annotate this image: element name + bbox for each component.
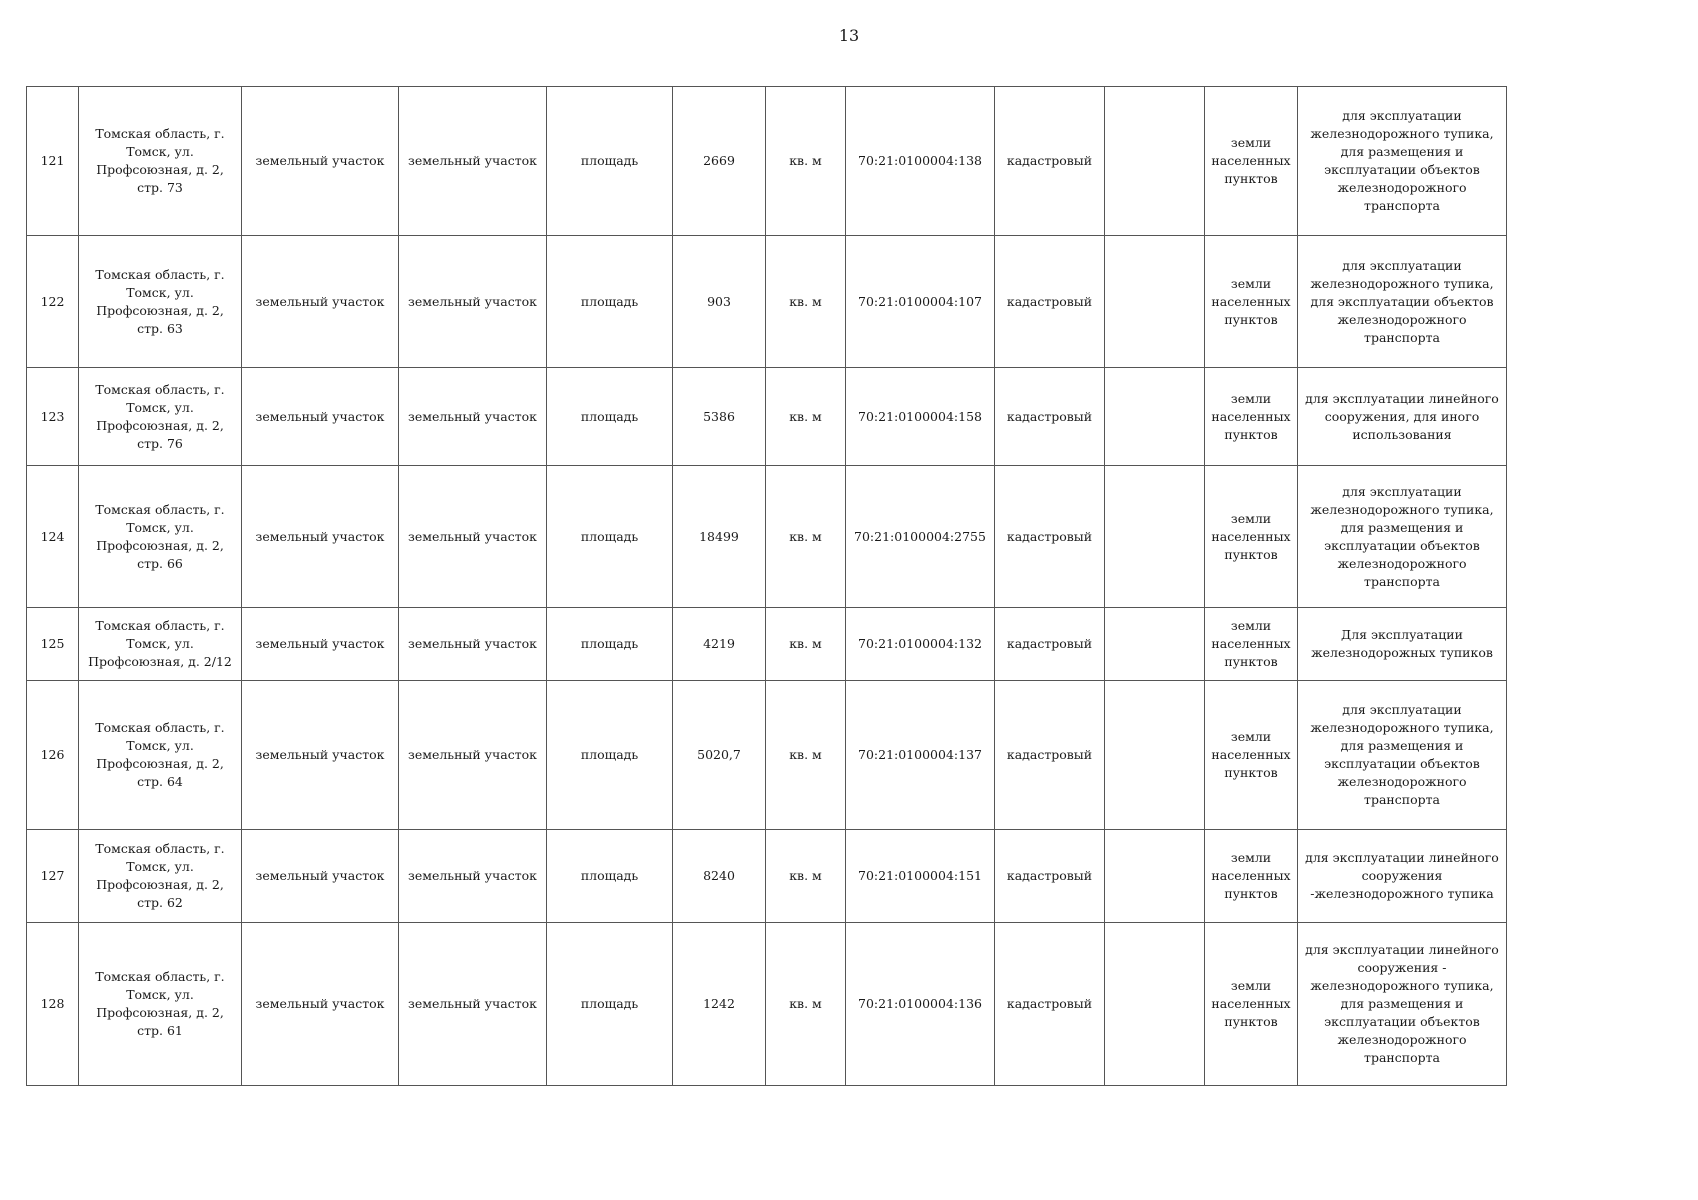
object-name-cell: земельный участок (399, 608, 547, 681)
object-type-cell: земельный участок (242, 87, 399, 236)
address-cell: Томская область, г. Томск, ул. Профсоюзная, д. 2, стр. 62 (79, 830, 242, 923)
number-type-cell: кадастровый (995, 923, 1105, 1086)
table-row (27, 236, 1507, 368)
parameter-cell: площадь (547, 368, 673, 466)
number-type-cell: кадастровый (995, 830, 1105, 923)
parameter-cell: площадь (547, 87, 673, 236)
object-name-cell: земельный участок (399, 830, 547, 923)
permitted-use-cell: для эксплуатации линейного сооружения, для иного использования (1298, 368, 1507, 466)
value-cell: 903 (673, 236, 766, 368)
land-category-cell: земли населенных пунктов (1205, 87, 1298, 236)
object-type-cell: земельный участок (242, 466, 399, 608)
row-number: 123 (27, 368, 79, 466)
cadastral-number-cell: 70:21:0100004:158 (846, 368, 995, 466)
address-cell: Томская область, г. Томск, ул. Профсоюзная, д. 2, стр. 63 (79, 236, 242, 368)
empty-cell (1105, 681, 1205, 830)
cadastral-number-cell: 70:21:0100004:137 (846, 681, 995, 830)
registry-table (26, 86, 1507, 1086)
cadastral-number-cell: 70:21:0100004:107 (846, 236, 995, 368)
row-number: 128 (27, 923, 79, 1086)
value-cell: 2669 (673, 87, 766, 236)
permitted-use-cell: для эксплуатации железнодорожного тупика, для эксплуатации объектов железнодорожного транспорта (1298, 236, 1507, 368)
row-number: 121 (27, 87, 79, 236)
unit-cell: кв. м (766, 466, 846, 608)
permitted-use-cell: для эксплуатации железнодорожного тупика, для размещения и эксплуатации объектов железнодорожного транспорта (1298, 681, 1507, 830)
unit-cell: кв. м (766, 368, 846, 466)
object-name-cell: земельный участок (399, 466, 547, 608)
number-type-cell: кадастровый (995, 368, 1105, 466)
empty-cell (1105, 236, 1205, 368)
value-cell: 4219 (673, 608, 766, 681)
table-row (27, 830, 1507, 923)
empty-cell (1105, 608, 1205, 681)
number-type-cell: кадастровый (995, 87, 1105, 236)
parameter-cell: площадь (547, 236, 673, 368)
number-type-cell: кадастровый (995, 608, 1105, 681)
cadastral-number-cell: 70:21:0100004:2755 (846, 466, 995, 608)
table-row (27, 681, 1507, 830)
cadastral-number-cell: 70:21:0100004:136 (846, 923, 995, 1086)
unit-cell: кв. м (766, 608, 846, 681)
unit-cell: кв. м (766, 681, 846, 830)
unit-cell: кв. м (766, 87, 846, 236)
permitted-use-cell: для эксплуатации железнодорожного тупика, для размещения и эксплуатации объектов железнодорожного транспорта (1298, 466, 1507, 608)
address-cell: Томская область, г. Томск, ул. Профсоюзная, д. 2, стр. 61 (79, 923, 242, 1086)
parameter-cell: площадь (547, 830, 673, 923)
number-type-cell: кадастровый (995, 466, 1105, 608)
unit-cell: кв. м (766, 923, 846, 1086)
value-cell: 18499 (673, 466, 766, 608)
permitted-use-cell: для эксплуатации железнодорожного тупика, для размещения и эксплуатации объектов железнодорожного транспорта (1298, 87, 1507, 236)
number-type-cell: кадастровый (995, 681, 1105, 830)
table-row (27, 368, 1507, 466)
permitted-use-cell: Для эксплуатации железнодорожных тупиков (1298, 608, 1507, 681)
object-name-cell: земельный участок (399, 681, 547, 830)
row-number: 125 (27, 608, 79, 681)
address-cell: Томская область, г. Томск, ул. Профсоюзная, д. 2, стр. 64 (79, 681, 242, 830)
permitted-use-cell: для эксплуатации линейного сооружения - железнодорожного тупика, для размещения и эксплуатации объектов железнодорожного транспорта (1298, 923, 1507, 1086)
parameter-cell: площадь (547, 608, 673, 681)
registry-body (27, 87, 1507, 1086)
object-name-cell: земельный участок (399, 368, 547, 466)
table-row (27, 87, 1507, 236)
cadastral-number-cell: 70:21:0100004:138 (846, 87, 995, 236)
empty-cell (1105, 830, 1205, 923)
land-category-cell: земли населенных пунктов (1205, 923, 1298, 1086)
land-category-cell: земли населенных пунктов (1205, 466, 1298, 608)
unit-cell: кв. м (766, 236, 846, 368)
land-category-cell: земли населенных пунктов (1205, 608, 1298, 681)
row-number: 122 (27, 236, 79, 368)
number-type-cell: кадастровый (995, 236, 1105, 368)
table-row (27, 923, 1507, 1086)
parameter-cell: площадь (547, 923, 673, 1086)
address-cell: Томская область, г. Томск, ул. Профсоюзная, д. 2, стр. 66 (79, 466, 242, 608)
parameter-cell: площадь (547, 681, 673, 830)
land-category-cell: земли населенных пунктов (1205, 236, 1298, 368)
value-cell: 5386 (673, 368, 766, 466)
object-name-cell: земельный участок (399, 236, 547, 368)
object-type-cell: земельный участок (242, 830, 399, 923)
cadastral-number-cell: 70:21:0100004:151 (846, 830, 995, 923)
empty-cell (1105, 466, 1205, 608)
object-type-cell: земельный участок (242, 236, 399, 368)
object-type-cell: земельный участок (242, 368, 399, 466)
object-type-cell: земельный участок (242, 681, 399, 830)
object-type-cell: земельный участок (242, 608, 399, 681)
address-cell: Томская область, г. Томск, ул. Профсоюзная, д. 2/12 (79, 608, 242, 681)
cadastral-number-cell: 70:21:0100004:132 (846, 608, 995, 681)
row-number: 126 (27, 681, 79, 830)
address-cell: Томская область, г. Томск, ул. Профсоюзная, д. 2, стр. 76 (79, 368, 242, 466)
parameter-cell: площадь (547, 466, 673, 608)
address-cell: Томская область, г. Томск, ул. Профсоюзная, д. 2, стр. 73 (79, 87, 242, 236)
table-row (27, 608, 1507, 681)
value-cell: 5020,7 (673, 681, 766, 830)
empty-cell (1105, 368, 1205, 466)
row-number: 127 (27, 830, 79, 923)
value-cell: 8240 (673, 830, 766, 923)
empty-cell (1105, 87, 1205, 236)
value-cell: 1242 (673, 923, 766, 1086)
table-row (27, 466, 1507, 608)
land-category-cell: земли населенных пунктов (1205, 830, 1298, 923)
object-name-cell: земельный участок (399, 923, 547, 1086)
row-number: 124 (27, 466, 79, 608)
unit-cell: кв. м (766, 830, 846, 923)
empty-cell (1105, 923, 1205, 1086)
object-name-cell: земельный участок (399, 87, 547, 236)
land-category-cell: земли населенных пунктов (1205, 368, 1298, 466)
page-number: 13 (838, 26, 860, 45)
permitted-use-cell: для эксплуатации линейного сооружения -железнодорожного тупика (1298, 830, 1507, 923)
land-category-cell: земли населенных пунктов (1205, 681, 1298, 830)
object-type-cell: земельный участок (242, 923, 399, 1086)
